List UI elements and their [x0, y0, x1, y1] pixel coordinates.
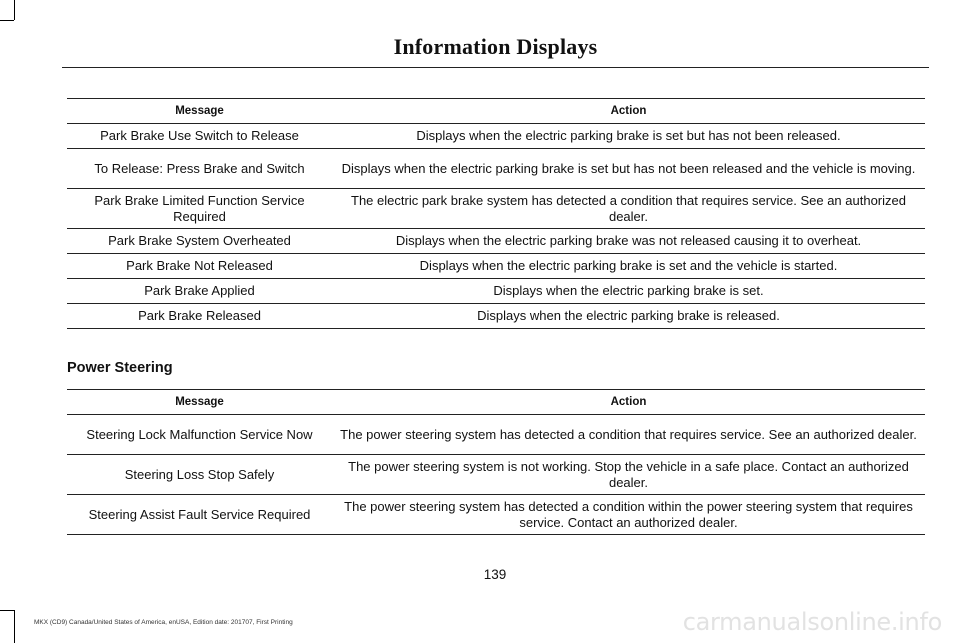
table-header-row [67, 390, 925, 415]
action-cell: Displays when the electric parking brake is set and the vehicle is started. [332, 254, 925, 279]
table-row [67, 189, 925, 229]
message-cell: Park Brake System Overheated [67, 229, 332, 254]
crop-mark [14, 0, 15, 20]
page-title: Information Displays [393, 34, 598, 59]
action-cell: Displays when the electric parking brake is set. [332, 279, 925, 304]
watermark: carmanualsonline.info [682, 608, 942, 636]
column-header-action: Action [332, 99, 925, 124]
action-cell: Displays when the electric parking brake is set but has not been released and the vehicle is moving. [332, 149, 925, 189]
message-cell: Park Brake Use Switch to Release [67, 124, 332, 149]
table-row [67, 279, 925, 304]
message-cell: Park Brake Not Released [67, 254, 332, 279]
message-cell: Steering Assist Fault Service Required [67, 495, 332, 535]
footer-edition-info: MKX (CD9) Canada/United States of America, enUSA, Edition date: 201707, First Printing [34, 619, 293, 626]
table-row [67, 495, 925, 535]
column-header-message: Message [67, 99, 332, 124]
section-heading-power-steering: Power Steering [67, 360, 173, 376]
message-cell: Park Brake Limited Function Service Required [67, 189, 332, 229]
crop-mark [0, 610, 14, 611]
title-rule [62, 67, 929, 68]
action-cell: The power steering system has detected a condition within the power steering system that requires service. Contact an authorized dealer. [332, 495, 925, 535]
crop-mark [14, 610, 15, 643]
table-row [67, 124, 925, 149]
message-cell: To Release: Press Brake and Switch [67, 149, 332, 189]
action-cell: The power steering system has detected a condition that requires service. See an authorized dealer. [332, 415, 925, 455]
action-cell: The electric park brake system has detected a condition that requires service. See an authorized dealer. [332, 189, 925, 229]
parking-brake-table [67, 98, 925, 329]
table-row [67, 304, 925, 329]
message-cell: Park Brake Applied [67, 279, 332, 304]
power-steering-table [67, 389, 925, 535]
message-cell: Steering Lock Malfunction Service Now [67, 415, 332, 455]
action-cell: Displays when the electric parking brake is released. [332, 304, 925, 329]
action-cell: The power steering system is not working. Stop the vehicle in a safe place. Contact an authorized dealer. [332, 455, 925, 495]
table-row [67, 254, 925, 279]
action-cell: Displays when the electric parking brake is set but has not been released. [332, 124, 925, 149]
table-row [67, 149, 925, 189]
message-cell: Park Brake Released [67, 304, 332, 329]
table-row [67, 455, 925, 495]
message-cell: Steering Loss Stop Safely [67, 455, 332, 495]
page-number: 139 [483, 567, 507, 582]
table-row [67, 415, 925, 455]
table-row [67, 229, 925, 254]
action-cell: Displays when the electric parking brake was not released causing it to overheat. [332, 229, 925, 254]
crop-mark [0, 20, 14, 21]
table-header-row [67, 99, 925, 124]
column-header-action: Action [332, 390, 925, 415]
column-header-message: Message [67, 390, 332, 415]
